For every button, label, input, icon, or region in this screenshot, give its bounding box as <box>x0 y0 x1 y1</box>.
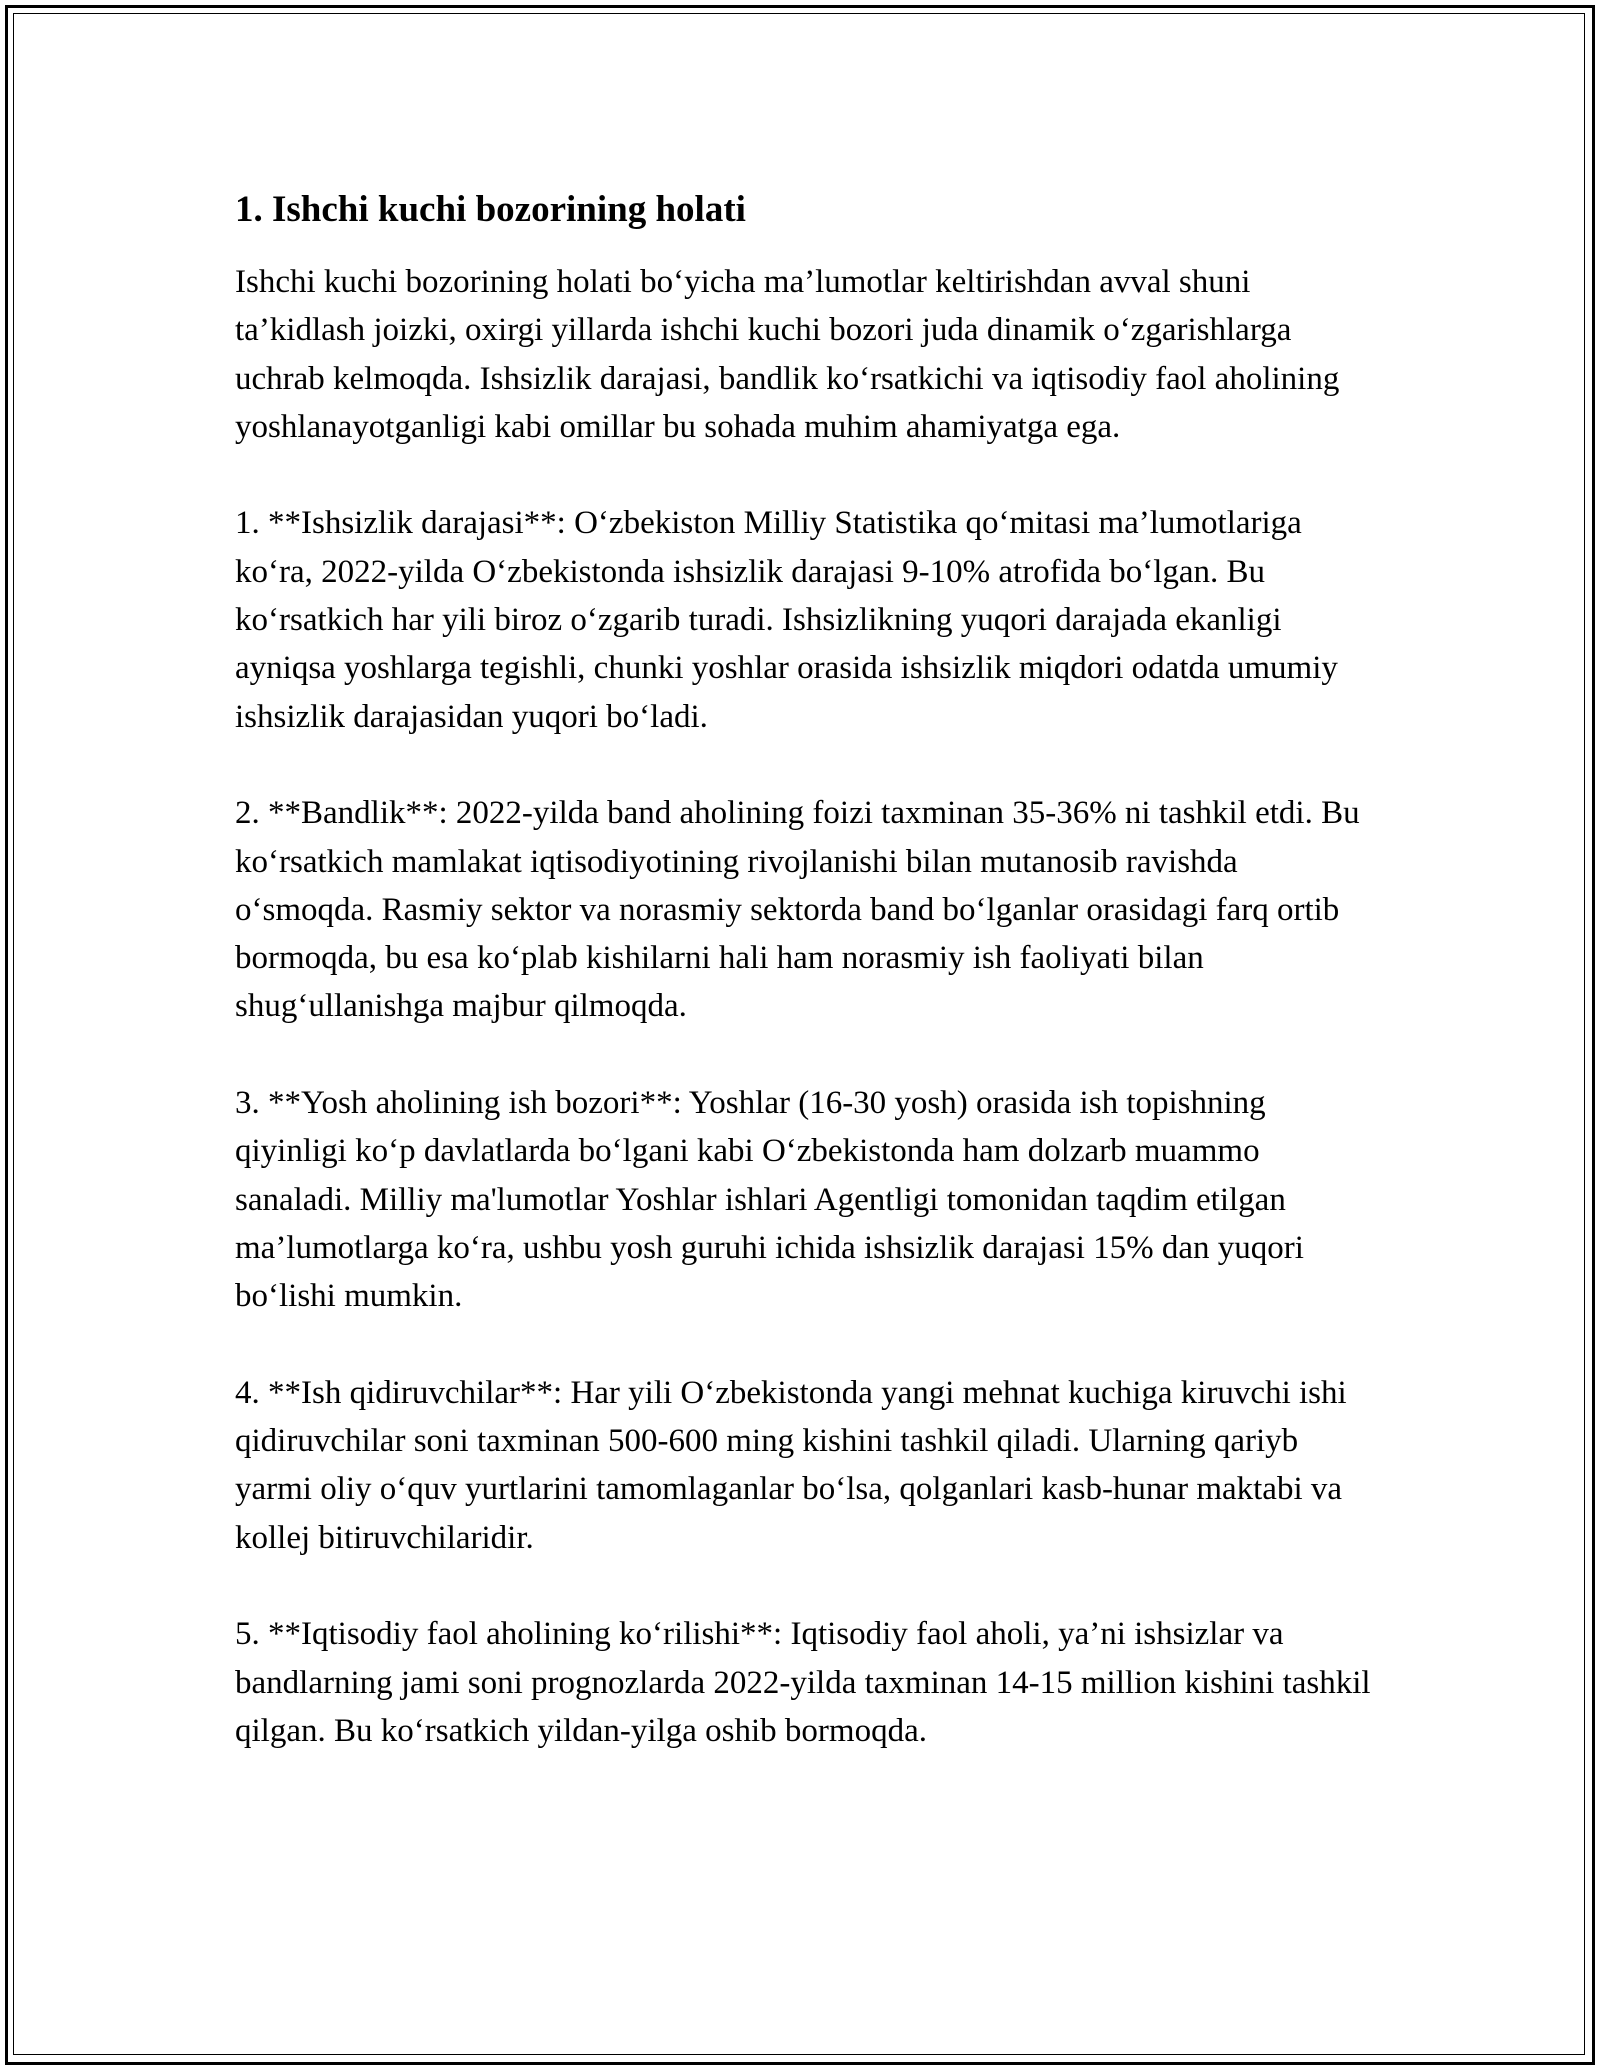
paragraph-job-seekers: 4. **Ish qidiruvchilar**: Har yili O‘zbekistonda yangi mehnat kuchiga kiruvchi ishi qidiruvchilar soni taxminan 500-600 ming kishini tashkil qiladi. Ularning qariyb yarmi oliy o‘quv yurtlarini tamomlaganlar bo‘lsa, qolganlari kasb-hunar maktabi va kollej bitiruvchilaridir. <box>235 1374 1347 1556</box>
intro-paragraph: Ishchi kuchi bozorining holati bo‘yicha ma’lumotlar keltirishdan avval shuni ta’kidlash joizki, oxirgi yillarda ishchi kuchi bozori juda dinamik o‘zgarishlarga uchrab kelmoqda. Ishsizlik darajasi, bandlik ko‘rsatkichi va iqtisodiy faol aholining yoshlanayotganligi kabi omillar bu sohada muhim ahamiyatga ega. <box>235 264 1340 445</box>
section-heading: 1. Ishchi kuchi bozorining holati <box>235 189 746 230</box>
document-body <box>235 186 1375 1755</box>
paragraph-economically-active-population: 5. **Iqtisodiy faol aholining ko‘rilishi**: Iqtisodiy faol aholi, ya’ni ishsizlar va bandlarning jami soni prognozlarda 2022-yilda taxminan 14-15 million kishini tashkil qilgan. Bu ko‘rsatkich yildan-yilga oshib bormoqda. <box>235 1616 1371 1749</box>
paragraph-employment: 2. **Bandlik**: 2022-yilda band aholining foizi taxminan 35-36% ni tashkil etdi. Bu ko‘rsatkich mamlakat iqtisodiyotining rivojlanishi bilan mutanosib ravishda o‘smoqda. Rasmiy sektor va norasmiy sektorda band bo‘lganlar orasidagi farq ortib bormoqda, bu esa ko‘plab kishilarni hali ham norasmiy ish faoliyati bilan shug‘ullanishga majbur qilmoqda. <box>235 795 1360 1025</box>
paragraph-unemployment-rate: 1. **Ishsizlik darajasi**: O‘zbekiston Milliy Statistika qo‘mitasi ma’lumotlariga ko‘ra, 2022-yilda O‘zbekistonda ishsizlik darajasi 9-10% atrofida bo‘lgan. Bu ko‘rsatkich har yili biroz o‘zgarib turadi. Ishsizlikning yuqori darajada ekanligi ayniqsa yoshlarga tegishli, chunki yoshlar orasida ishsizlik miqdori odatda umumiy ishsizlik darajasidan yuqori bo‘ladi. <box>235 505 1338 735</box>
paragraph-youth-labor-market: 3. **Yosh aholining ish bozori**: Yoshlar (16-30 yosh) orasida ish topishning qiyinligi ko‘p davlatlarda bo‘lgani kabi O‘zbekistonda ham dolzarb muammo sanaladi. Milliy ma'lumotlar Yoshlar ishlari Agentligi tomonidan taqdim etilgan ma’lumotlarga ko‘ra, ushbu yosh guruhi ichida ishsizlik darajasi 15% dan yuqori bo‘lishi mumkin. <box>235 1085 1304 1315</box>
